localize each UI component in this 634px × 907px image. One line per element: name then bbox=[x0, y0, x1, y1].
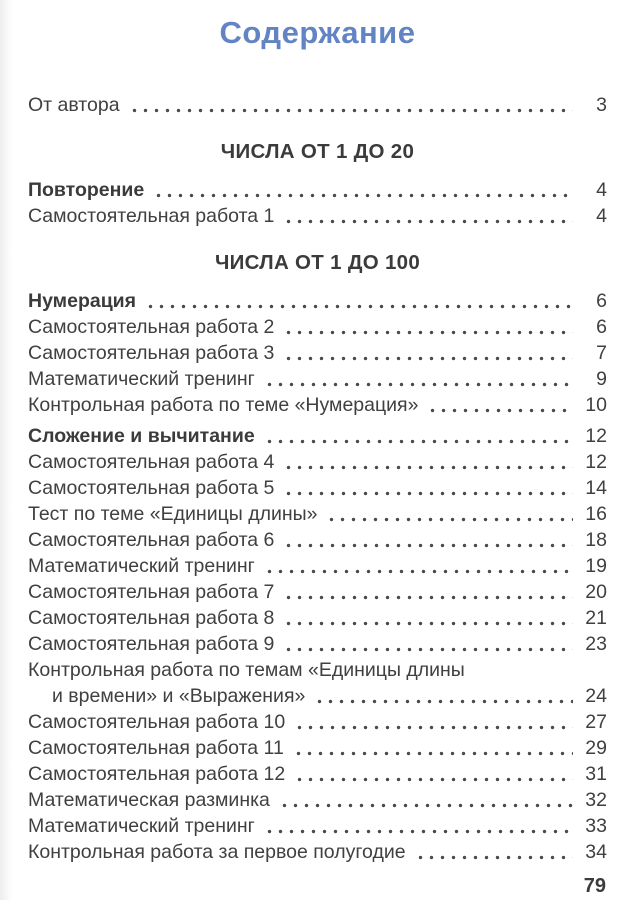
toc-entry-label: Сложение и вычитание bbox=[28, 425, 255, 447]
toc-entry-page: 6 bbox=[596, 316, 607, 338]
toc-entry-page: 29 bbox=[585, 737, 607, 759]
toc-entry bbox=[28, 288, 607, 314]
dot-leader bbox=[294, 725, 573, 730]
toc-entry-label: Математический тренинг bbox=[28, 815, 255, 837]
dot-leader bbox=[264, 382, 573, 387]
toc-entry bbox=[28, 527, 607, 553]
toc-entry-page: 6 bbox=[596, 290, 607, 312]
dot-leader bbox=[283, 491, 573, 496]
toc-entry bbox=[28, 813, 607, 839]
dot-leader bbox=[129, 108, 573, 113]
page-title: Содержание bbox=[219, 15, 416, 50]
toc-entry-label: Самостоятельная работа 4 bbox=[28, 451, 275, 473]
toc-entry-label: Самостоятельная работа 10 bbox=[28, 711, 286, 733]
toc-entry bbox=[28, 579, 607, 605]
toc-entry bbox=[28, 340, 607, 366]
toc-entry bbox=[28, 92, 607, 118]
toc-entry-page: 14 bbox=[585, 477, 607, 499]
toc-entry-label: Самостоятельная работа 11 bbox=[28, 737, 284, 759]
toc-entry-label: Контрольная работа по теме «Нумерация» bbox=[28, 394, 419, 416]
toc-entry-label: Самостоятельная работа 9 bbox=[28, 633, 275, 655]
toc-entry bbox=[28, 314, 607, 340]
toc-entry-page: 21 bbox=[585, 607, 607, 629]
toc-entry-page: 19 bbox=[585, 555, 607, 577]
page-number: 79 bbox=[583, 875, 606, 897]
toc-entry bbox=[28, 735, 607, 761]
toc-entry-page: 3 bbox=[596, 94, 607, 116]
dot-leader bbox=[283, 647, 573, 652]
dot-leader bbox=[294, 777, 573, 782]
dot-leader bbox=[415, 855, 573, 860]
toc-entry-label: Самостоятельная работа 1 bbox=[28, 205, 275, 227]
toc-entry-page: 18 bbox=[585, 529, 607, 551]
dot-leader bbox=[264, 829, 573, 834]
dot-leader bbox=[283, 330, 573, 335]
dot-leader bbox=[279, 803, 573, 808]
toc-entry-label: Самостоятельная работа 7 bbox=[28, 581, 275, 603]
dot-leader bbox=[264, 569, 573, 574]
toc-entry-page: 4 bbox=[596, 205, 607, 227]
toc-entry bbox=[28, 501, 607, 527]
toc-entry-continuation bbox=[28, 683, 607, 709]
toc-entry-label: Самостоятельная работа 8 bbox=[28, 607, 275, 629]
toc-entry-page: 12 bbox=[585, 451, 607, 473]
toc-entry-label: Тест по теме «Единицы длины» bbox=[28, 503, 318, 525]
dot-leader bbox=[314, 699, 573, 704]
toc-entry-label: Математический тренинг bbox=[28, 555, 255, 577]
toc-section-header: ЧИСЛА ОТ 1 ДО 100 bbox=[214, 251, 421, 274]
toc-entry bbox=[28, 605, 607, 631]
toc-entry-label: Самостоятельная работа 3 bbox=[28, 342, 275, 364]
toc-entry-page: 27 bbox=[585, 711, 607, 733]
toc-entry bbox=[28, 423, 607, 449]
toc-entry bbox=[28, 392, 607, 418]
toc-entry-page: 4 bbox=[596, 179, 607, 201]
dot-leader bbox=[427, 408, 573, 413]
toc-entry bbox=[28, 475, 607, 501]
toc-entry bbox=[28, 787, 607, 813]
dot-leader bbox=[153, 193, 573, 198]
toc-entry-page: 10 bbox=[585, 394, 607, 416]
dot-leader bbox=[264, 439, 573, 444]
toc-entry-label: Самостоятельная работа 5 bbox=[28, 477, 275, 499]
toc-entry-page: 31 bbox=[585, 763, 607, 785]
toc-list bbox=[28, 92, 607, 865]
toc-entry bbox=[28, 177, 607, 203]
dot-leader bbox=[326, 517, 573, 522]
dot-leader bbox=[283, 356, 573, 361]
toc-section-header: ЧИСЛА ОТ 1 ДО 20 bbox=[220, 140, 415, 163]
toc-entry-label: Контрольная работа по темам «Единицы длины bbox=[28, 659, 465, 681]
toc-entry-label: Самостоятельная работа 12 bbox=[28, 763, 286, 785]
toc-entry-page: 20 bbox=[585, 581, 607, 603]
dot-leader bbox=[283, 219, 573, 224]
toc-entry-label: и времени» и «Выражения» bbox=[52, 685, 306, 707]
toc-entry-page: 34 bbox=[585, 841, 607, 863]
toc-entry-page: 16 bbox=[585, 503, 607, 525]
dot-leader bbox=[283, 465, 573, 470]
toc-entry-page: 9 bbox=[596, 368, 607, 390]
toc-entry-page: 23 bbox=[585, 633, 607, 655]
toc-entry bbox=[28, 631, 607, 657]
toc-entry bbox=[28, 203, 607, 229]
toc-entry-label: Самостоятельная работа 2 bbox=[28, 316, 275, 338]
toc-entry-label: Математическая разминка bbox=[28, 789, 270, 811]
toc-entry-page: 12 bbox=[585, 425, 607, 447]
toc-entry-label: Самостоятельная работа 6 bbox=[28, 529, 275, 551]
dot-leader bbox=[293, 751, 573, 756]
toc-entry bbox=[28, 366, 607, 392]
toc-entry-label: Математический тренинг bbox=[28, 368, 255, 390]
toc-entry-page: 24 bbox=[585, 685, 607, 707]
toc-entry bbox=[28, 761, 607, 787]
toc-entry-label: Нумерация bbox=[28, 290, 137, 312]
toc-entry-label: Повторение bbox=[28, 179, 145, 201]
toc-entry-label: Контрольная работа за первое полугодие bbox=[28, 841, 406, 863]
toc-entry bbox=[28, 553, 607, 579]
dot-leader bbox=[283, 543, 573, 548]
dot-leader bbox=[145, 304, 573, 309]
toc-entry-label: От автора bbox=[28, 94, 120, 116]
toc-entry bbox=[28, 449, 607, 475]
dot-leader bbox=[283, 595, 573, 600]
toc-entry bbox=[28, 839, 607, 865]
toc-entry-page: 7 bbox=[596, 342, 607, 364]
toc-entry bbox=[28, 709, 607, 735]
toc-entry-page: 32 bbox=[585, 789, 607, 811]
dot-leader bbox=[283, 621, 573, 626]
toc-entry-page: 33 bbox=[585, 815, 607, 837]
